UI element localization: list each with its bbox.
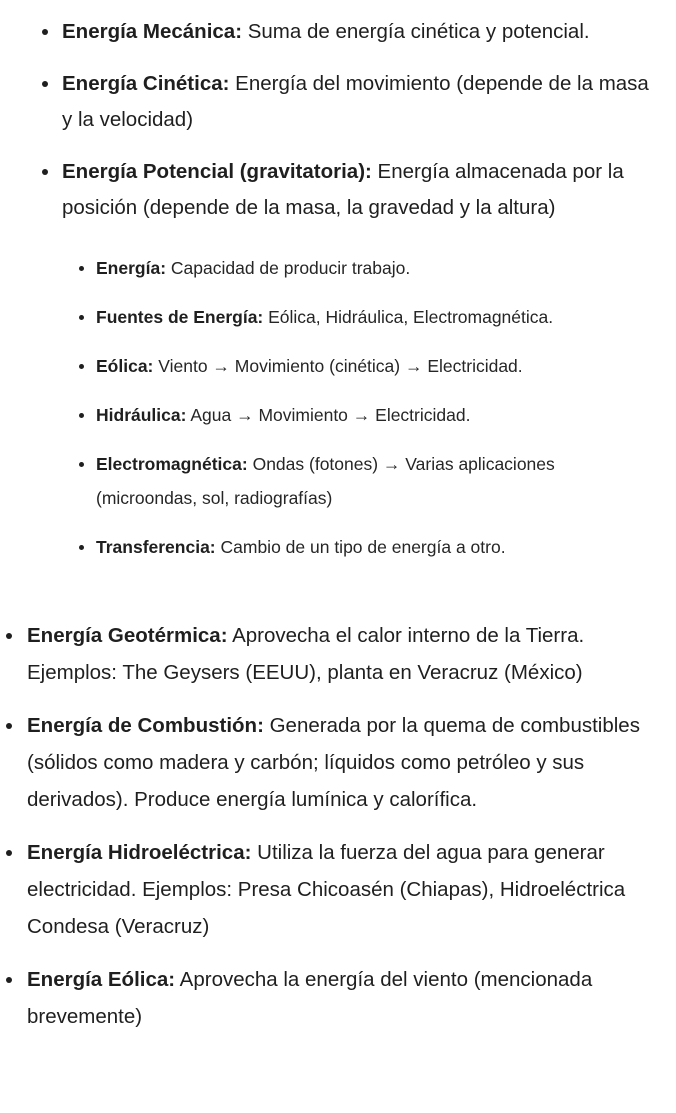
list-item <box>96 447 656 515</box>
term: Energía Potencial (gravitatoria): <box>62 160 372 183</box>
list-item <box>96 530 656 564</box>
term: Energía: <box>96 258 167 278</box>
list-item <box>96 349 656 383</box>
list-item <box>27 707 667 818</box>
definition: Ondas (fotones) → Varias aplicaciones (microondas, sol, radiografías) <box>96 454 555 508</box>
term: Energía Geotérmica: <box>27 624 228 647</box>
list-item <box>96 251 656 285</box>
list-item <box>27 617 667 691</box>
list-item <box>62 14 662 50</box>
term: Fuentes de Energía: <box>96 307 264 327</box>
definition: Utiliza la fuerza del agua para generar electricidad. Ejemplos: Presa Chicoasén (Chiapas), Hidroeléctrica Condesa (Veracruz) <box>27 841 626 938</box>
term: Energía Eólica: <box>27 968 176 991</box>
definition: Aprovecha el calor interno de la Tierra. Ejemplos: The Geysers (EEUU), planta en Veracruz (México) <box>27 624 585 684</box>
term: Electromagnética: <box>96 454 248 474</box>
list-item <box>62 154 662 226</box>
list-item <box>27 961 667 1035</box>
energy-types-list <box>27 617 667 1051</box>
definition: Suma de energía cinética y potencial. <box>242 20 590 43</box>
term: Hidráulica: <box>96 405 187 425</box>
definition: Generada por la quema de combustibles (sólidos como madera y carbón; líquidos como petróleo y sus derivados). Produce energía lumínica y calorífica. <box>27 714 640 811</box>
term: Energía Mecánica: <box>62 20 243 43</box>
definition: Cambio de un tipo de energía a otro. <box>215 537 506 557</box>
term: Energía Cinética: <box>62 72 230 95</box>
definition: Eólica, Hidráulica, Electromagnética. <box>263 307 554 327</box>
energy-sources-list <box>96 251 656 579</box>
term: Energía de Combustión: <box>27 714 264 737</box>
definition: Viento → Movimiento (cinética) → Electricidad. <box>153 356 523 376</box>
list-item <box>96 300 656 334</box>
mechanical-energy-list <box>62 14 662 242</box>
term: Eólica: <box>96 356 154 376</box>
definition: Energía del movimiento (depende de la masa y la velocidad) <box>62 72 649 131</box>
list-item <box>27 834 667 945</box>
definition: Energía almacenada por la posición (depende de la masa, la gravedad y la altura) <box>62 160 624 219</box>
definition: Agua → Movimiento → Electricidad. <box>186 405 471 425</box>
cropped-text-remnant <box>60 224 620 229</box>
term: Energía Hidroeléctrica: <box>27 841 252 864</box>
list-item <box>96 398 656 432</box>
term: Transferencia: <box>96 537 216 557</box>
definition: Aprovecha la energía del viento (mencionada brevemente) <box>27 968 593 1028</box>
definition: Capacidad de producir trabajo. <box>166 258 411 278</box>
list-item <box>62 66 662 138</box>
